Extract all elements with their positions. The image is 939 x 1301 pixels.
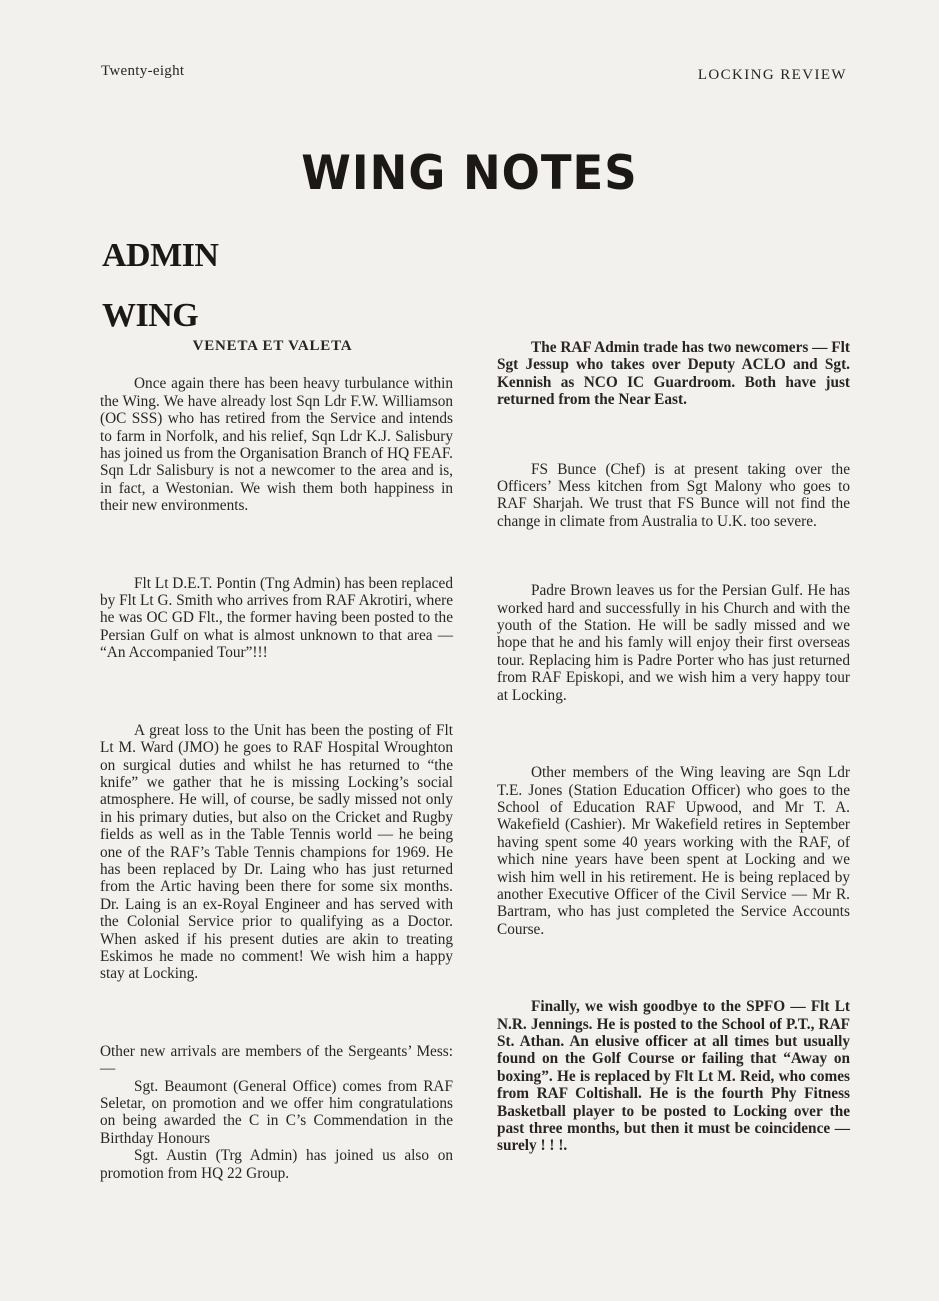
paragraph-ward: A great loss to the Unit has been the posting of Flt Lt M. Ward (JMO) he goes to RAF Hospital Wroughton on surgical duties and whilst he has returned to “the knife” we gather that he is missing Locking’s social atmosphere. He will, of course, be sadly missed not only in his primary duties, but also on the Cricket and Rugby fields as well as in the Table Tennis world — he being one of the RAF’s Table Tennis champions for 1969. He has been replaced by Dr. Laing who has just returned from the Artic having been there for some six months. Dr. Laing is an ex-Royal Engineer and has served with the Colonial Service prior to qualifying as a Doctor. When asked if his present duties are akin to treating Eskimos he made no comment! We wish him a happy stay at Locking. — [100, 721, 453, 983]
column-subheading: VENETA ET VALETA — [192, 338, 353, 354]
paragraph-sergeants-mess: Other new arrivals are members of the Sergeants’ Mess:— — [100, 1042, 453, 1078]
page-number: Twenty-eight — [101, 63, 185, 79]
paragraph-spfo: Finally, we wish goodbye to the SPFO — Flt Lt N.R. Jennings. He is posted to the School of P.T., RAF St. Athan. An elusive officer at all times but usually found on the Golf Course or failing that “Away on boxing”. He is replaced by Flt Lt M. Reid, who comes from RAF Coltishall. He is the fourth Phy Fitness Basketball player to be posted to Locking over the past three months, but then it must be coincidence — surely ! ! !. — [497, 998, 850, 1155]
right-column — [497, 339, 850, 1155]
section-heading-line-2: WING — [102, 297, 199, 334]
paragraph-wing-leaving: Other members of the Wing leaving are Sqn Ldr T.E. Jones (Station Education Officer) who goes to the School of Education RAF Upwood, and Mr T. A. Wakefield (Cashier). Mr Wakefield retires in September having spent some 40 years working with the RAF, of which nine years have been spent at Locking and we wish him well in his retirement. He is being replaced by another Executive Officer of the Civil Service — Mr R. Bartram, who has just completed the Service Accounts Course. — [497, 764, 850, 938]
paragraph-padre: Padre Brown leaves us for the Persian Gulf. He has worked hard and successfully in his Church and with the youth of the Station. He will be sadly missed and we hope that he and his famly will enjoy their first overseas tour. Replacing him is Padre Porter who has just returned from RAF Episkopi, and we wish him a very happy tour at Locking. — [497, 582, 850, 704]
section-heading-line-1: ADMIN — [102, 237, 219, 274]
paragraph-admin-trade: The RAF Admin trade has two newcomers — Flt Sgt Jessup who takes over Deputy ACLO and Sgt. Kennish as NCO IC Guardroom. Both have just returned from the Near East. — [497, 339, 850, 409]
paragraph-bunce: FS Bunce (Chef) is at present taking over the Officers’ Mess kitchen from Sgt Malony who goes to RAF Sharjah. We trust that FS Bunce will not find the change in climate from Australia to U.K. too severe. — [497, 460, 850, 530]
paragraph-pontin: Flt Lt D.E.T. Pontin (Tng Admin) has been replaced by Flt Lt G. Smith who arrives from RAF Akrotiri, where he was OC GD Flt., the former having been posted to the Persian Gulf on what is almost unknown to that area — “An Accompanied Tour”!!! — [100, 574, 453, 662]
paragraph-austin: Sgt. Austin (Trg Admin) has joined us also on promotion from HQ 22 Group. — [100, 1147, 453, 1182]
paragraph-turbulence: Once again there has been heavy turbulance within the Wing. We have already lost Sqn Ldr F.W. Williamson (OC SSS) who has retired from the Service and intends to farm in Norfolk, and his relief, Sqn Ldr K.J. Salisbury has joined us from the Organisation Branch of HQ FEAF. Sqn Ldr Salisbury is not a newcomer to the area and is, in fact, a Westonian. We wish them both happiness in their new environments. — [100, 375, 453, 515]
page-title: WING NOTES — [301, 144, 638, 201]
paragraph-beaumont: Sgt. Beaumont (General Office) comes from RAF Seletar, on promotion and we offer him congratulations on being awarded the C in C’s Commendation in the Birthday Honours — [100, 1077, 453, 1147]
left-column — [100, 338, 453, 1182]
publication-title: LOCKING REVIEW — [697, 67, 847, 83]
section-heading — [102, 226, 218, 346]
